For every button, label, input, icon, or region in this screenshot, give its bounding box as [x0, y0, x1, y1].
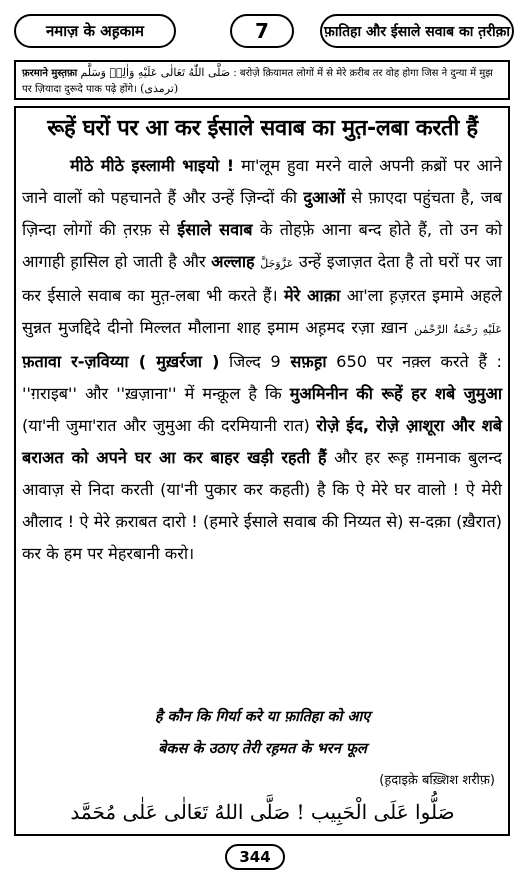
body-text: आ'ला ह़ज़रत इमामे अहले सुन्नत मुजद्दिदे दीनो मिल्लत मौलाना शाह इमाम अह़मद रज़ा ख़ान — [22, 286, 502, 337]
couplet-line-1: है कौन कि गिर्या करे या फ़ातिहा को आए — [154, 709, 371, 725]
body-text: और हर रूह़ ग़मनाक बुलन्द आवाज़ से निदा करती (या'नी पुकार कर कहती) है कि ऐ मेरे घर वालो ! ऐ मेरी औलाद ! ऐ मेरे क़राबत दारो ! (हमारे ईसाले सवाब की निय्यत से) स-दक़ा (ख़ैरात) कर के हम पर मेहरबानी करो। — [22, 448, 503, 563]
body-text: दुआओं — [303, 188, 346, 207]
body-text: मुअमिनीन की रूहें हर शबे जुमुआ — [289, 384, 502, 403]
body-text: से फ़ाएदा पहुंचता है, जब ज़िन्दा लोगों की त़रफ़ से — [22, 188, 502, 239]
hadith-arabic: صَلَّی اللّٰهُ تَعَالٰی عَلَیْهِ وَاٰلِهٖ وَسَلَّم — [80, 66, 231, 79]
body-text: रोज़े ईद, रोज़े आ़शूरा और शबे बराअत को अपने घर आ कर बाहर खड़ी रहती हैं — [22, 416, 502, 467]
body-text: मा'लूम हुवा मरने वाले अपनी क़ब्रों पर आने जाने वालों को पहचानते हैं और उन्हें ज़िन्दों की — [22, 156, 502, 207]
body-text: अल्लाह — [211, 252, 255, 271]
arabic-honorific: عَلَیْهِ رَحْمَةُ الرَّحْمٰن — [414, 323, 503, 336]
body-text: मीठे मीठे इस्लामी भाइयो ! — [70, 156, 235, 175]
chapter-title-label: फ़ातिहा और ईसाले सवाब का त़रीक़ा — [320, 14, 514, 48]
body-text: उन्हें इजाज़त देता है तो घरों पर जा कर ईसाले सवाब का मुत़-लबा भी करते हैं। — [22, 252, 502, 305]
body-text: फ़तावा र-ज़विय्या ( मुख़र्रजा ) — [22, 352, 220, 371]
body-text: 650 पर नक़्ल करते हैं : ''ग़राइब'' और ''ख़ज़ाना'' में मन्क़ूल है कि — [22, 352, 502, 403]
body-paragraph — [22, 150, 502, 570]
divider — [14, 106, 510, 108]
couplet-line-2: बेकस के उठाए तेरी रह़मत के भरन फूल — [158, 741, 367, 757]
body-text: ईसाले सवाब — [177, 220, 253, 239]
arabic-honorific: عَزَّوَجَلَّ — [260, 257, 294, 270]
page-number: 344 — [225, 844, 285, 870]
salawat-calligraphy: صَلُّوا عَلَى الْحَبِيب ! صَلَّى اللهُ تَعَالٰى عَلٰى مُحَمَّد — [70, 800, 455, 824]
hadith-text: : बरोज़े क़ियामत लोगों में से मेरे क़रीब तर वोह होगा जिस ने दुन्या में मुझ पर ज़ियादा दुरूदे पाक पढ़े होंगे। — [22, 68, 493, 95]
body-text: जिल्द 9 — [219, 352, 291, 371]
section-number: 7 — [230, 14, 294, 48]
body-text: सफ़ह़ा — [290, 352, 327, 371]
body-text: के तोहफ़े आना बन्द होते हैं, तो उन को आगाही ह़ासिल हो जाती है और — [22, 220, 503, 271]
section-heading: रूहें घरों पर आ कर ईसाले सवाब का मुत़-लबा करती हैं — [47, 116, 478, 141]
poem-source: (ह़दाइक़े बख़्शिश शरीफ़) — [379, 773, 495, 788]
hadith-reference: (ترمذی) — [140, 82, 179, 95]
body-text: मेरे आक़ा — [284, 286, 341, 305]
book-title-label: नमाज़ के अह़काम — [14, 14, 176, 48]
hadith-box — [14, 60, 510, 100]
body-text: (या'नी जुमा'रात और जुमुआ की दरमियानी रात) — [22, 416, 317, 435]
hadith-label: फ़रमाने मुस्त़फ़ा — [22, 68, 78, 79]
